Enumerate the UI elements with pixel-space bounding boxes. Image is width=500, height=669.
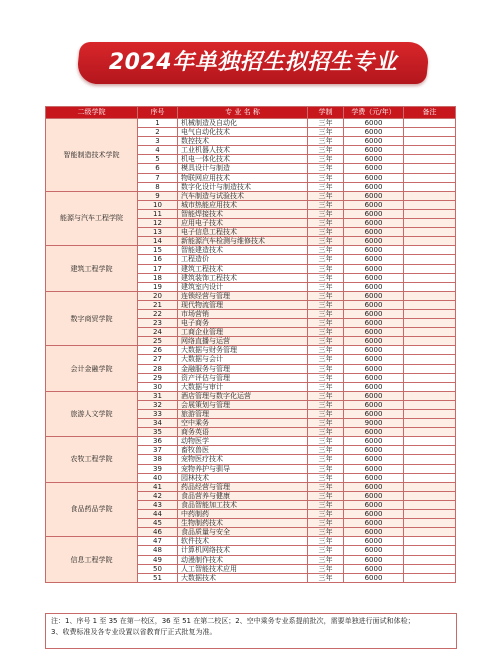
major-name-cell: 工商企业管理: [178, 328, 308, 337]
major-name-cell: 大数据技术: [178, 573, 308, 582]
table-row: [46, 482, 456, 491]
duration-cell: 三年: [308, 482, 344, 491]
remarks-cell: [404, 373, 456, 382]
remarks-cell: [404, 209, 456, 218]
tuition-cell: 6000: [344, 400, 404, 409]
tuition-cell: 6000: [344, 364, 404, 373]
table-row: [46, 537, 456, 546]
tuition-cell: 6000: [344, 500, 404, 509]
majors-table: [45, 106, 456, 583]
duration-cell: 三年: [308, 555, 344, 564]
college-name-cell: 数字商贸学院: [46, 291, 138, 346]
remarks-cell: [404, 546, 456, 555]
tuition-cell: 6000: [344, 482, 404, 491]
table-header-row: [46, 107, 456, 119]
remarks-cell: [404, 564, 456, 573]
tuition-cell: 6000: [344, 546, 404, 555]
remarks-cell: [404, 555, 456, 564]
major-name-cell: 食品质量与安全: [178, 528, 308, 537]
header-duration: 学制: [308, 107, 344, 119]
index-cell: 43: [138, 500, 178, 509]
remarks-cell: [404, 355, 456, 364]
duration-cell: 三年: [308, 128, 344, 137]
remarks-cell: [404, 319, 456, 328]
remarks-cell: [404, 337, 456, 346]
duration-cell: 三年: [308, 182, 344, 191]
duration-cell: 三年: [308, 528, 344, 537]
duration-cell: 三年: [308, 419, 344, 428]
tuition-cell: 6000: [344, 264, 404, 273]
header-index: 序号: [138, 107, 178, 119]
tuition-cell: 6000: [344, 491, 404, 500]
tuition-cell: 6000: [344, 155, 404, 164]
major-name-cell: 旅游管理: [178, 410, 308, 419]
major-name-cell: 中药制药: [178, 510, 308, 519]
index-cell: 26: [138, 346, 178, 355]
major-name-cell: 模具设计与制造: [178, 164, 308, 173]
remarks-cell: [404, 300, 456, 309]
duration-cell: 三年: [308, 264, 344, 273]
remarks-cell: [404, 346, 456, 355]
index-cell: 31: [138, 391, 178, 400]
majors-table-container: [45, 106, 455, 583]
college-name-cell: 智能制造技术学院: [46, 119, 138, 192]
duration-cell: 三年: [308, 237, 344, 246]
remarks-cell: [404, 500, 456, 509]
index-cell: 25: [138, 337, 178, 346]
index-cell: 17: [138, 264, 178, 273]
remarks-cell: [404, 464, 456, 473]
major-name-cell: 会展策划与管理: [178, 400, 308, 409]
duration-cell: 三年: [308, 228, 344, 237]
tuition-cell: 6000: [344, 246, 404, 255]
duration-cell: 三年: [308, 319, 344, 328]
duration-cell: 三年: [308, 173, 344, 182]
index-cell: 6: [138, 164, 178, 173]
index-cell: 42: [138, 491, 178, 500]
duration-cell: 三年: [308, 282, 344, 291]
major-name-cell: 大数据与审计: [178, 382, 308, 391]
tuition-cell: 6000: [344, 300, 404, 309]
footnote-box: [45, 613, 457, 649]
tuition-cell: 6000: [344, 309, 404, 318]
tuition-cell: 6000: [344, 291, 404, 300]
major-name-cell: 物联网应用技术: [178, 173, 308, 182]
remarks-cell: [404, 482, 456, 491]
table-row: [46, 437, 456, 446]
duration-cell: 三年: [308, 328, 344, 337]
remarks-cell: [404, 228, 456, 237]
college-name-cell: 食品药品学院: [46, 482, 138, 537]
duration-cell: 三年: [308, 337, 344, 346]
duration-cell: 三年: [308, 500, 344, 509]
major-name-cell: 资产评估与管理: [178, 373, 308, 382]
remarks-cell: [404, 410, 456, 419]
index-cell: 48: [138, 546, 178, 555]
major-name-cell: 园林技术: [178, 473, 308, 482]
duration-cell: 三年: [308, 209, 344, 218]
tuition-cell: 6000: [344, 528, 404, 537]
duration-cell: 三年: [308, 373, 344, 382]
duration-cell: 三年: [308, 446, 344, 455]
remarks-cell: [404, 519, 456, 528]
duration-cell: 三年: [308, 564, 344, 573]
tuition-cell: 6000: [344, 282, 404, 291]
major-name-cell: 市场营销: [178, 309, 308, 318]
duration-cell: 三年: [308, 537, 344, 546]
major-name-cell: 畜牧兽医: [178, 446, 308, 455]
remarks-cell: [404, 237, 456, 246]
index-cell: 22: [138, 309, 178, 318]
remarks-cell: [404, 255, 456, 264]
duration-cell: 三年: [308, 464, 344, 473]
tuition-cell: 6000: [344, 464, 404, 473]
tuition-cell: 6000: [344, 328, 404, 337]
index-cell: 27: [138, 355, 178, 364]
index-cell: 46: [138, 528, 178, 537]
tuition-cell: 6000: [344, 219, 404, 228]
table-row: [46, 291, 456, 300]
remarks-cell: [404, 328, 456, 337]
major-name-cell: 空中乘务: [178, 419, 308, 428]
tuition-cell: 6000: [344, 573, 404, 582]
tuition-cell: 6000: [344, 128, 404, 137]
remarks-cell: [404, 428, 456, 437]
index-cell: 39: [138, 464, 178, 473]
major-name-cell: 建筑装饰工程技术: [178, 273, 308, 282]
remarks-cell: [404, 573, 456, 582]
index-cell: 9: [138, 191, 178, 200]
major-name-cell: 汽车制造与试验技术: [178, 191, 308, 200]
duration-cell: 三年: [308, 510, 344, 519]
remarks-cell: [404, 446, 456, 455]
index-cell: 51: [138, 573, 178, 582]
index-cell: 44: [138, 510, 178, 519]
duration-cell: 三年: [308, 355, 344, 364]
major-name-cell: 食品营养与健康: [178, 491, 308, 500]
college-name-cell: 能源与汽车工程学院: [46, 191, 138, 246]
remarks-cell: [404, 273, 456, 282]
index-cell: 47: [138, 537, 178, 546]
tuition-cell: 6000: [344, 119, 404, 128]
remarks-cell: [404, 164, 456, 173]
major-name-cell: 建筑室内设计: [178, 282, 308, 291]
major-name-cell: 软件技术: [178, 537, 308, 546]
index-cell: 21: [138, 300, 178, 309]
remarks-cell: [404, 119, 456, 128]
tuition-cell: 6000: [344, 191, 404, 200]
tuition-cell: 6000: [344, 355, 404, 364]
remarks-cell: [404, 528, 456, 537]
duration-cell: 三年: [308, 200, 344, 209]
major-name-cell: 商务英语: [178, 428, 308, 437]
major-name-cell: 动物医学: [178, 437, 308, 446]
index-cell: 19: [138, 282, 178, 291]
major-name-cell: 应用电子技术: [178, 219, 308, 228]
index-cell: 37: [138, 446, 178, 455]
index-cell: 14: [138, 237, 178, 246]
duration-cell: 三年: [308, 155, 344, 164]
tuition-cell: 9000: [344, 419, 404, 428]
tuition-cell: 6000: [344, 337, 404, 346]
remarks-cell: [404, 437, 456, 446]
index-cell: 45: [138, 519, 178, 528]
index-cell: 16: [138, 255, 178, 264]
tuition-cell: 6000: [344, 391, 404, 400]
tuition-cell: 6000: [344, 510, 404, 519]
duration-cell: 三年: [308, 309, 344, 318]
major-name-cell: 机械制造及自动化: [178, 119, 308, 128]
tuition-cell: 6000: [344, 555, 404, 564]
index-cell: 34: [138, 419, 178, 428]
major-name-cell: 城市热能应用技术: [178, 200, 308, 209]
index-cell: 18: [138, 273, 178, 282]
tuition-cell: 6000: [344, 410, 404, 419]
remarks-cell: [404, 455, 456, 464]
major-name-cell: 人工智能技术应用: [178, 564, 308, 573]
duration-cell: 三年: [308, 573, 344, 582]
index-cell: 50: [138, 564, 178, 573]
index-cell: 23: [138, 319, 178, 328]
major-name-cell: 动漫制作技术: [178, 555, 308, 564]
major-name-cell: 大数据与财务管理: [178, 346, 308, 355]
index-cell: 2: [138, 128, 178, 137]
tuition-cell: 6000: [344, 455, 404, 464]
remarks-cell: [404, 282, 456, 291]
table-row: [46, 246, 456, 255]
remarks-cell: [404, 146, 456, 155]
remarks-cell: [404, 264, 456, 273]
major-name-cell: 现代物流管理: [178, 300, 308, 309]
tuition-cell: 6000: [344, 373, 404, 382]
index-cell: 32: [138, 400, 178, 409]
footnote-line: 3、收费标准及各专业设置以省教育厅正式批复为准。: [51, 628, 217, 636]
remarks-cell: [404, 173, 456, 182]
duration-cell: 三年: [308, 300, 344, 309]
duration-cell: 三年: [308, 246, 344, 255]
tuition-cell: 6000: [344, 255, 404, 264]
major-name-cell: 建筑工程技术: [178, 264, 308, 273]
major-name-cell: 智能焊接技术: [178, 209, 308, 218]
remarks-cell: [404, 182, 456, 191]
table-row: [46, 346, 456, 355]
college-name-cell: 旅游人文学院: [46, 391, 138, 436]
duration-cell: 三年: [308, 146, 344, 155]
index-cell: 29: [138, 373, 178, 382]
header-remarks: 备注: [404, 107, 456, 119]
index-cell: 11: [138, 209, 178, 218]
major-name-cell: 酒店管理与数字化运营: [178, 391, 308, 400]
tuition-cell: 6000: [344, 446, 404, 455]
duration-cell: 三年: [308, 400, 344, 409]
major-name-cell: 生物制药技术: [178, 519, 308, 528]
duration-cell: 三年: [308, 137, 344, 146]
college-name-cell: 会计金融学院: [46, 346, 138, 391]
remarks-cell: [404, 137, 456, 146]
duration-cell: 三年: [308, 164, 344, 173]
index-cell: 1: [138, 119, 178, 128]
remarks-cell: [404, 291, 456, 300]
remarks-cell: [404, 382, 456, 391]
index-cell: 28: [138, 364, 178, 373]
tuition-cell: 6000: [344, 382, 404, 391]
tuition-cell: 6000: [344, 437, 404, 446]
major-name-cell: 智能建造技术: [178, 246, 308, 255]
header-tuition: 学费（元/年）: [344, 107, 404, 119]
index-cell: 24: [138, 328, 178, 337]
duration-cell: 三年: [308, 437, 344, 446]
duration-cell: 三年: [308, 219, 344, 228]
remarks-cell: [404, 155, 456, 164]
duration-cell: 三年: [308, 346, 344, 355]
tuition-cell: 6000: [344, 182, 404, 191]
major-name-cell: 电子信息工程技术: [178, 228, 308, 237]
index-cell: 36: [138, 437, 178, 446]
table-row: [46, 391, 456, 400]
remarks-cell: [404, 400, 456, 409]
duration-cell: 三年: [308, 191, 344, 200]
tuition-cell: 6000: [344, 537, 404, 546]
major-name-cell: 电子商务: [178, 319, 308, 328]
tuition-cell: 6000: [344, 209, 404, 218]
tuition-cell: 6000: [344, 346, 404, 355]
index-cell: 41: [138, 482, 178, 491]
duration-cell: 三年: [308, 428, 344, 437]
table-body: [46, 119, 456, 583]
index-cell: 35: [138, 428, 178, 437]
tuition-cell: 6000: [344, 473, 404, 482]
remarks-cell: [404, 419, 456, 428]
index-cell: 33: [138, 410, 178, 419]
major-name-cell: 金融服务与管理: [178, 364, 308, 373]
college-name-cell: 建筑工程学院: [46, 246, 138, 291]
index-cell: 40: [138, 473, 178, 482]
duration-cell: 三年: [308, 119, 344, 128]
major-name-cell: 药品经营与管理: [178, 482, 308, 491]
duration-cell: 三年: [308, 455, 344, 464]
major-name-cell: 宠物养护与驯导: [178, 464, 308, 473]
tuition-cell: 6000: [344, 146, 404, 155]
index-cell: 3: [138, 137, 178, 146]
duration-cell: 三年: [308, 391, 344, 400]
header-college: 二级学院: [46, 107, 138, 119]
remarks-cell: [404, 510, 456, 519]
index-cell: 10: [138, 200, 178, 209]
remarks-cell: [404, 537, 456, 546]
remarks-cell: [404, 364, 456, 373]
footnote-line: 注：1、序号 1 至 35 在第一校区，36 至 51 在第二校区；2、空中乘务专业系提前批次，需要单独进行面试和体检；: [51, 617, 415, 625]
remarks-cell: [404, 191, 456, 200]
remarks-cell: [404, 309, 456, 318]
major-name-cell: 工业机器人技术: [178, 146, 308, 155]
index-cell: 8: [138, 182, 178, 191]
remarks-cell: [404, 128, 456, 137]
table-row: [46, 119, 456, 128]
duration-cell: 三年: [308, 519, 344, 528]
index-cell: 7: [138, 173, 178, 182]
college-name-cell: 信息工程学院: [46, 537, 138, 582]
tuition-cell: 6000: [344, 173, 404, 182]
tuition-cell: 6000: [344, 164, 404, 173]
duration-cell: 三年: [308, 473, 344, 482]
tuition-cell: 6000: [344, 237, 404, 246]
index-cell: 20: [138, 291, 178, 300]
index-cell: 38: [138, 455, 178, 464]
tuition-cell: 6000: [344, 564, 404, 573]
remarks-cell: [404, 473, 456, 482]
major-name-cell: 电气自动化技术: [178, 128, 308, 137]
duration-cell: 三年: [308, 410, 344, 419]
major-name-cell: 新能源汽车检测与维修技术: [178, 237, 308, 246]
index-cell: 4: [138, 146, 178, 155]
duration-cell: 三年: [308, 364, 344, 373]
tuition-cell: 6000: [344, 319, 404, 328]
tuition-cell: 6000: [344, 428, 404, 437]
major-name-cell: 宠物医疗技术: [178, 455, 308, 464]
remarks-cell: [404, 219, 456, 228]
duration-cell: 三年: [308, 273, 344, 282]
header-major-name: 专 业 名 称: [178, 107, 308, 119]
page-title: 2024年单独招生拟招生专业: [108, 50, 398, 75]
duration-cell: 三年: [308, 255, 344, 264]
major-name-cell: 机电一体化技术: [178, 155, 308, 164]
index-cell: 5: [138, 155, 178, 164]
table-row: [46, 191, 456, 200]
tuition-cell: 6000: [344, 200, 404, 209]
remarks-cell: [404, 391, 456, 400]
major-name-cell: 大数据与会计: [178, 355, 308, 364]
duration-cell: 三年: [308, 546, 344, 555]
duration-cell: 三年: [308, 291, 344, 300]
duration-cell: 三年: [308, 382, 344, 391]
remarks-cell: [404, 200, 456, 209]
remarks-cell: [404, 491, 456, 500]
tuition-cell: 6000: [344, 519, 404, 528]
remarks-cell: [404, 246, 456, 255]
major-name-cell: 数字化设计与制造技术: [178, 182, 308, 191]
major-name-cell: 工程造价: [178, 255, 308, 264]
major-name-cell: 食品智能加工技术: [178, 500, 308, 509]
tuition-cell: 6000: [344, 228, 404, 237]
major-name-cell: 连锁经营与管理: [178, 291, 308, 300]
tuition-cell: 6000: [344, 137, 404, 146]
major-name-cell: 网络直播与运营: [178, 337, 308, 346]
index-cell: 13: [138, 228, 178, 237]
index-cell: 30: [138, 382, 178, 391]
college-name-cell: 农牧工程学院: [46, 437, 138, 482]
index-cell: 49: [138, 555, 178, 564]
index-cell: 12: [138, 219, 178, 228]
major-name-cell: 数控技术: [178, 137, 308, 146]
major-name-cell: 计算机网络技术: [178, 546, 308, 555]
duration-cell: 三年: [308, 491, 344, 500]
index-cell: 15: [138, 246, 178, 255]
tuition-cell: 6000: [344, 273, 404, 282]
